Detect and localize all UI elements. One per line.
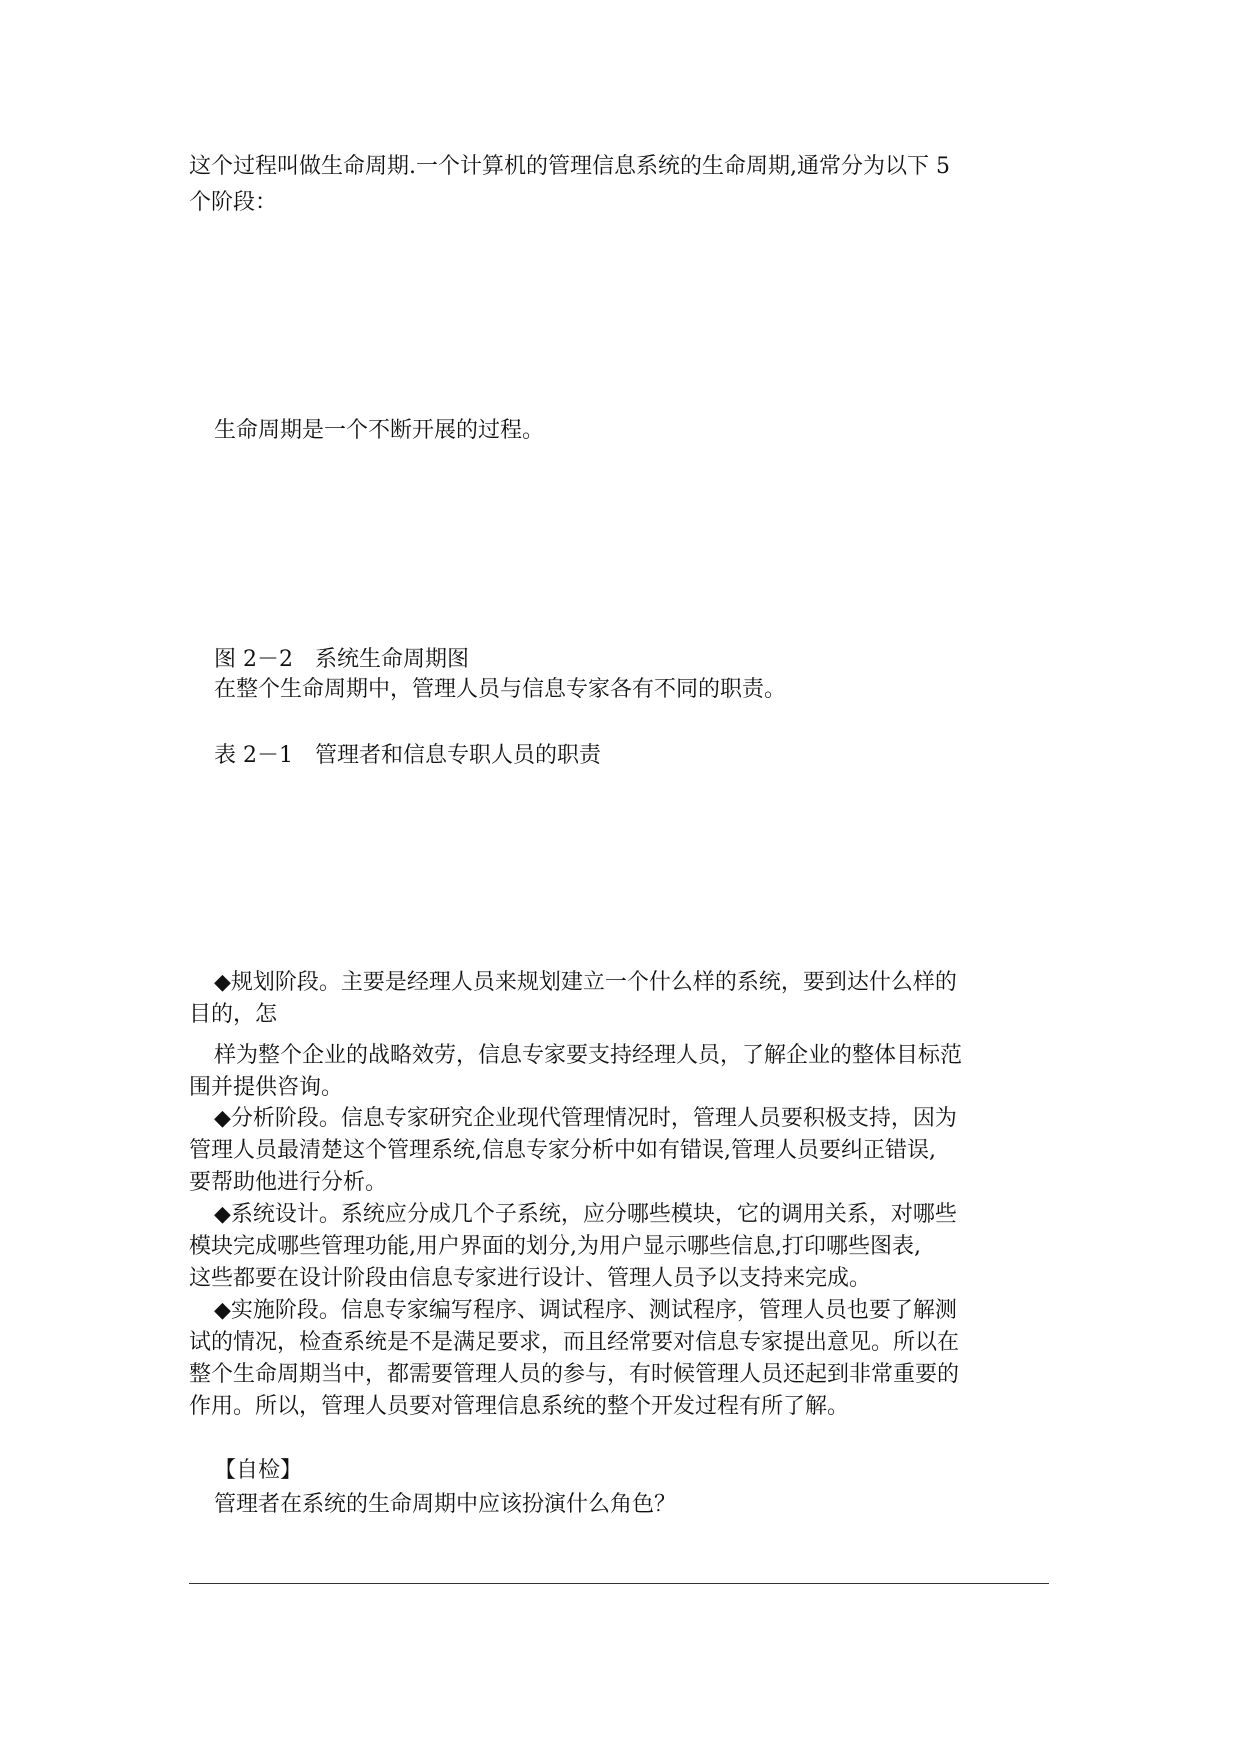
lifecycle-note: 生命周期是一个不断开展的过程。 — [214, 418, 545, 443]
stage-analysis-line-2: 管理人员最清楚这个管理系统,信息专家分析中如有错误,管理人员要纠正错误, — [189, 1138, 936, 1163]
stage-planning-line-2: 目的，怎 — [189, 1002, 278, 1027]
stage-implementation-line-1: ◆实施阶段。信息专家编写程序、调试程序、测试程序，管理人员也要了解测 — [214, 1298, 957, 1323]
stage-implementation-line-4: 作用。所以，管理人员要对管理信息系统的整个开发过程有所了解。 — [189, 1394, 850, 1419]
stage-implementation-line-2: 试的情况，检查系统是不是满足要求，而且经常要对信息专家提出意见。所以在 — [189, 1330, 960, 1355]
stage-design-line-2: 模块完成哪些管理功能,用户界面的划分,为用户显示哪些信息,打印哪些图表, — [189, 1234, 921, 1259]
figure-caption: 图 2－2 系统生命周期图 — [214, 647, 469, 672]
self-check-heading: 【自检】 — [214, 1458, 303, 1483]
stage-planning-line-3: 样为整个企业的战略效劳，信息专家要支持经理人员，了解企业的整体目标范 — [214, 1043, 963, 1068]
table-caption: 表 2－1 管理者和信息专职人员的职责 — [214, 743, 601, 768]
stage-planning-line-4: 围并提供咨询。 — [189, 1075, 344, 1100]
stage-analysis-line-3: 要帮助他进行分析。 — [189, 1170, 388, 1195]
intro-line-2: 个阶段： — [189, 190, 278, 215]
stage-analysis-line-1: ◆分析阶段。信息专家研究企业现代管理情况时，管理人员要积极支持，因为 — [214, 1106, 957, 1131]
footnote-divider — [189, 1583, 1049, 1584]
stage-design-line-1: ◆系统设计。系统应分成几个子系统，应分哪些模块，它的调用关系，对哪些 — [214, 1202, 957, 1227]
self-check-question: 管理者在系统的生命周期中应该扮演什么角色？ — [214, 1492, 677, 1517]
responsibility-intro: 在整个生命周期中，管理人员与信息专家各有不同的职责。 — [214, 677, 787, 702]
stage-implementation-line-3: 整个生命周期当中，都需要管理人员的参与，有时候管理人员还起到非常重要的 — [189, 1362, 960, 1387]
stage-planning-line-1: ◆规划阶段。主要是经理人员来规划建立一个什么样的系统，要到达什么样的 — [214, 970, 957, 995]
stage-design-line-3: 这些都要在设计阶段由信息专家进行设计、管理人员予以支持来完成。 — [189, 1266, 872, 1291]
intro-line-1: 这个过程叫做生命周期.一个计算机的管理信息系统的生命周期,通常分为以下 5 — [189, 154, 950, 179]
